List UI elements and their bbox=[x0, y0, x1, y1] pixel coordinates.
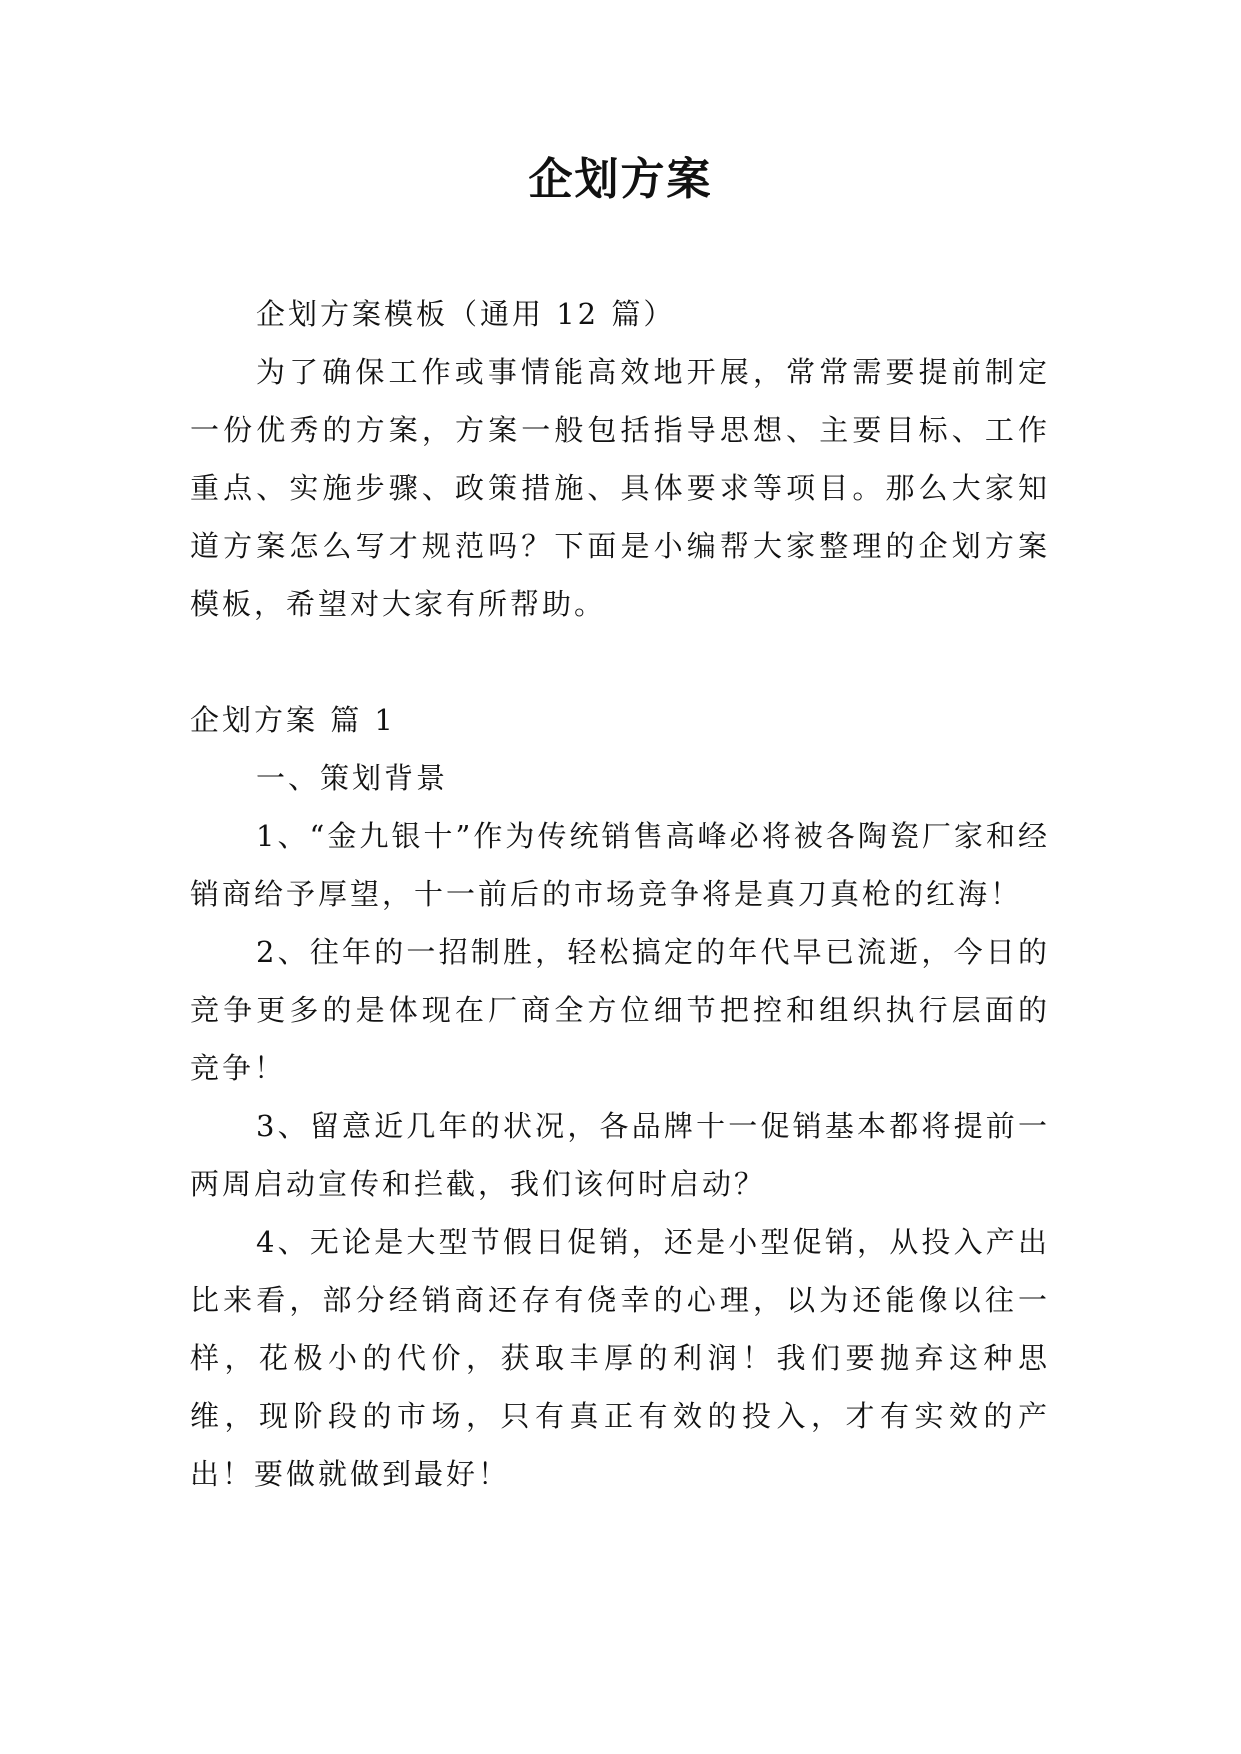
paragraph-3: 3、留意近几年的状况，各品牌十一促销基本都将提前一两周启动宣传和拦截，我们该何时启动？ bbox=[190, 1109, 1050, 1201]
paragraph-1: 1、“金九银十”作为传统销售高峰必将被各陶瓷厂家和经销商给予厚望，十一前后的市场竞争将是真刀真枪的红海！ bbox=[190, 819, 1050, 911]
document-subtitle: 企划方案模板（通用 12 篇） bbox=[256, 297, 676, 331]
section-heading: 一、策划背景 bbox=[256, 761, 449, 795]
document-body bbox=[190, 285, 1050, 1503]
paragraph-4: 4、无论是大型节假日促销，还是小型促销，从投入产出比来看，部分经销商还存有侥幸的心理，以为还能像以往一样，花极小的代价，获取丰厚的利润！我们要抛弃这种思维，现阶段的市场，只有真正有效的投入，才有实效的产出！要做就做到最好！ bbox=[190, 1225, 1050, 1491]
document-title: 企划方案 bbox=[528, 154, 713, 205]
paragraph-2: 2、往年的一招制胜，轻松搞定的年代早已流逝，今日的竞争更多的是体现在厂商全方位细节把控和组织执行层面的竞争！ bbox=[190, 935, 1050, 1085]
intro-paragraph: 为了确保工作或事情能高效地开展，常常需要提前制定一份优秀的方案，方案一般包括指导思想、主要目标、工作重点、实施步骤、政策措施、具体要求等项目。那么大家知道方案怎么写才规范吗？下面是小编帮大家整理的企划方案模板，希望对大家有所帮助。 bbox=[190, 355, 1050, 621]
section-title: 企划方案 篇 1 bbox=[190, 703, 396, 737]
